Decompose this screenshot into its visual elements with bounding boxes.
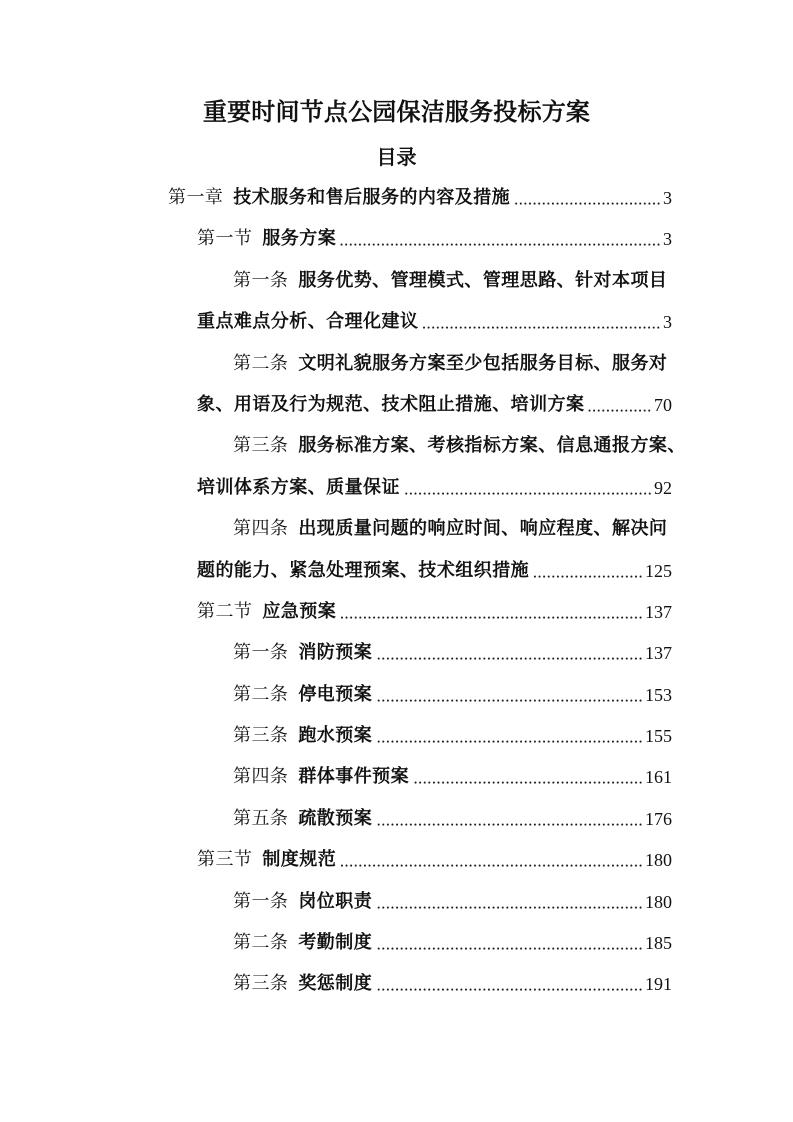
- toc-entry-label: 第四条: [233, 766, 289, 788]
- toc-entry-article: [0, 343, 793, 426]
- dot-leader: [403, 479, 652, 497]
- dot-leader: [375, 644, 643, 662]
- dot-leader: [375, 686, 643, 704]
- toc-entry-page-number: 161: [645, 767, 672, 788]
- dot-leader: [339, 603, 643, 621]
- toc-entry-title: 岗位职责: [298, 890, 373, 912]
- dot-leader: [412, 768, 643, 786]
- toc-entry-title: 消防预案: [298, 642, 373, 664]
- toc-entry-page-number: 153: [645, 684, 672, 705]
- toc-entry-page-number: 3: [663, 187, 672, 208]
- toc-entry-label: 第一条: [233, 269, 289, 291]
- toc-entry-line: [197, 301, 672, 342]
- toc-entry-title-line2: 培训体系方案、质量保证: [197, 476, 400, 498]
- toc-entry-page-number: 125: [645, 560, 672, 581]
- toc-entry-page-number: 3: [663, 229, 672, 250]
- toc-entry-article: [233, 798, 672, 839]
- dot-leader: [375, 810, 643, 828]
- toc-entry-line: [197, 467, 672, 508]
- toc-entry-page-number: 180: [645, 850, 672, 871]
- toc-entry-title: 服务方案: [262, 228, 337, 250]
- toc-entry-line: [233, 343, 672, 384]
- toc-entry-title: 停电预案: [298, 683, 373, 705]
- toc-entry-page-number: 180: [645, 891, 672, 912]
- toc-entry-article: [0, 260, 793, 343]
- toc-entry-label: 第一条: [233, 890, 289, 912]
- toc-entry-page-number: 176: [645, 808, 672, 829]
- toc-entry-title: 跑水预案: [298, 725, 373, 747]
- toc-entry-label: 第二条: [233, 932, 289, 954]
- toc-entry-page-number: 155: [645, 726, 672, 747]
- toc-entry-label: 第二节: [197, 600, 253, 622]
- toc-entry-chapter: [168, 177, 672, 218]
- toc-entry-label: 第三条: [233, 435, 289, 457]
- dot-leader: [513, 189, 661, 207]
- toc-entry-label: 第三节: [197, 849, 253, 871]
- toc-entry-title: 制度规范: [262, 849, 337, 871]
- toc-entry-page-number: 92: [654, 477, 672, 498]
- toc-entry-article: [233, 964, 672, 1005]
- dot-leader: [375, 893, 643, 911]
- dot-leader: [339, 230, 661, 248]
- toc-entry-label: 第一条: [233, 642, 289, 664]
- toc-entry-title-line2: 象、用语及行为规范、技术阻止措施、培训方案: [197, 393, 585, 415]
- toc-entry-section: [197, 840, 672, 881]
- toc-entry-line: [197, 550, 672, 591]
- toc-entry-label: 第一节: [197, 228, 253, 250]
- toc-entry-page-number: 137: [645, 601, 672, 622]
- toc-entry-page-number: 185: [645, 933, 672, 954]
- toc-entry-title: 技术服务和售后服务的内容及措施: [233, 186, 511, 208]
- toc-entry-article: [233, 674, 672, 715]
- toc-entry-page-number: 191: [645, 974, 672, 995]
- toc-entry-title-line1: 出现质量问题的响应时间、响应程度、解决问: [298, 518, 668, 540]
- toc-entry-title: 考勤制度: [298, 932, 373, 954]
- toc-entry-label: 第四条: [233, 518, 289, 540]
- dot-leader: [532, 562, 643, 580]
- table-of-contents: [0, 177, 793, 1005]
- dot-leader: [375, 975, 643, 993]
- dot-leader: [587, 396, 652, 414]
- toc-entry-line: [233, 426, 686, 467]
- toc-entry-article: [233, 633, 672, 674]
- toc-entry-label: 第五条: [233, 807, 289, 829]
- toc-entry-page-number: 70: [654, 394, 672, 415]
- toc-heading: 目录: [376, 145, 417, 169]
- toc-entry-article: [0, 508, 793, 591]
- toc-entry-title-line1: 文明礼貌服务方案至少包括服务目标、服务对: [298, 352, 668, 374]
- toc-entry-title-line1: 服务标准方案、考核指标方案、信息通报方案、: [298, 435, 686, 457]
- toc-entry-page-number: 137: [645, 643, 672, 664]
- toc-entry-title: 疏散预案: [298, 807, 373, 829]
- toc-entry-label: 第一章: [168, 186, 224, 208]
- dot-leader: [375, 934, 643, 952]
- toc-entry-article: [233, 757, 672, 798]
- toc-entry-line: [233, 260, 672, 301]
- toc-entry-page-number: 3: [663, 312, 672, 333]
- toc-entry-title-line2: 重点难点分析、合理化建议: [197, 311, 419, 333]
- toc-entry-section: [197, 219, 672, 260]
- toc-entry-title-line2: 题的能力、紧急处理预案、技术组织措施: [197, 559, 530, 581]
- toc-entry-label: 第三条: [233, 973, 289, 995]
- dot-leader: [339, 851, 643, 869]
- toc-entry-label: 第三条: [233, 725, 289, 747]
- toc-entry-section: [197, 591, 672, 632]
- toc-entry-article: [233, 715, 672, 756]
- toc-entry-article: [0, 426, 793, 509]
- toc-entry-label: 第二条: [233, 352, 289, 374]
- toc-entry-article: [233, 922, 672, 963]
- dot-leader: [375, 727, 643, 745]
- toc-entry-line: [197, 384, 672, 425]
- toc-entry-article: [233, 881, 672, 922]
- toc-entry-line: [233, 508, 672, 549]
- dot-leader: [421, 313, 661, 331]
- toc-entry-title-line1: 服务优势、管理模式、管理思路、针对本项目: [298, 269, 668, 291]
- document-title: 重要时间节点公园保洁服务投标方案: [202, 97, 591, 126]
- toc-entry-label: 第二条: [233, 683, 289, 705]
- toc-entry-title: 应急预案: [262, 600, 337, 622]
- toc-entry-title: 群体事件预案: [298, 766, 410, 788]
- toc-entry-title: 奖惩制度: [298, 973, 373, 995]
